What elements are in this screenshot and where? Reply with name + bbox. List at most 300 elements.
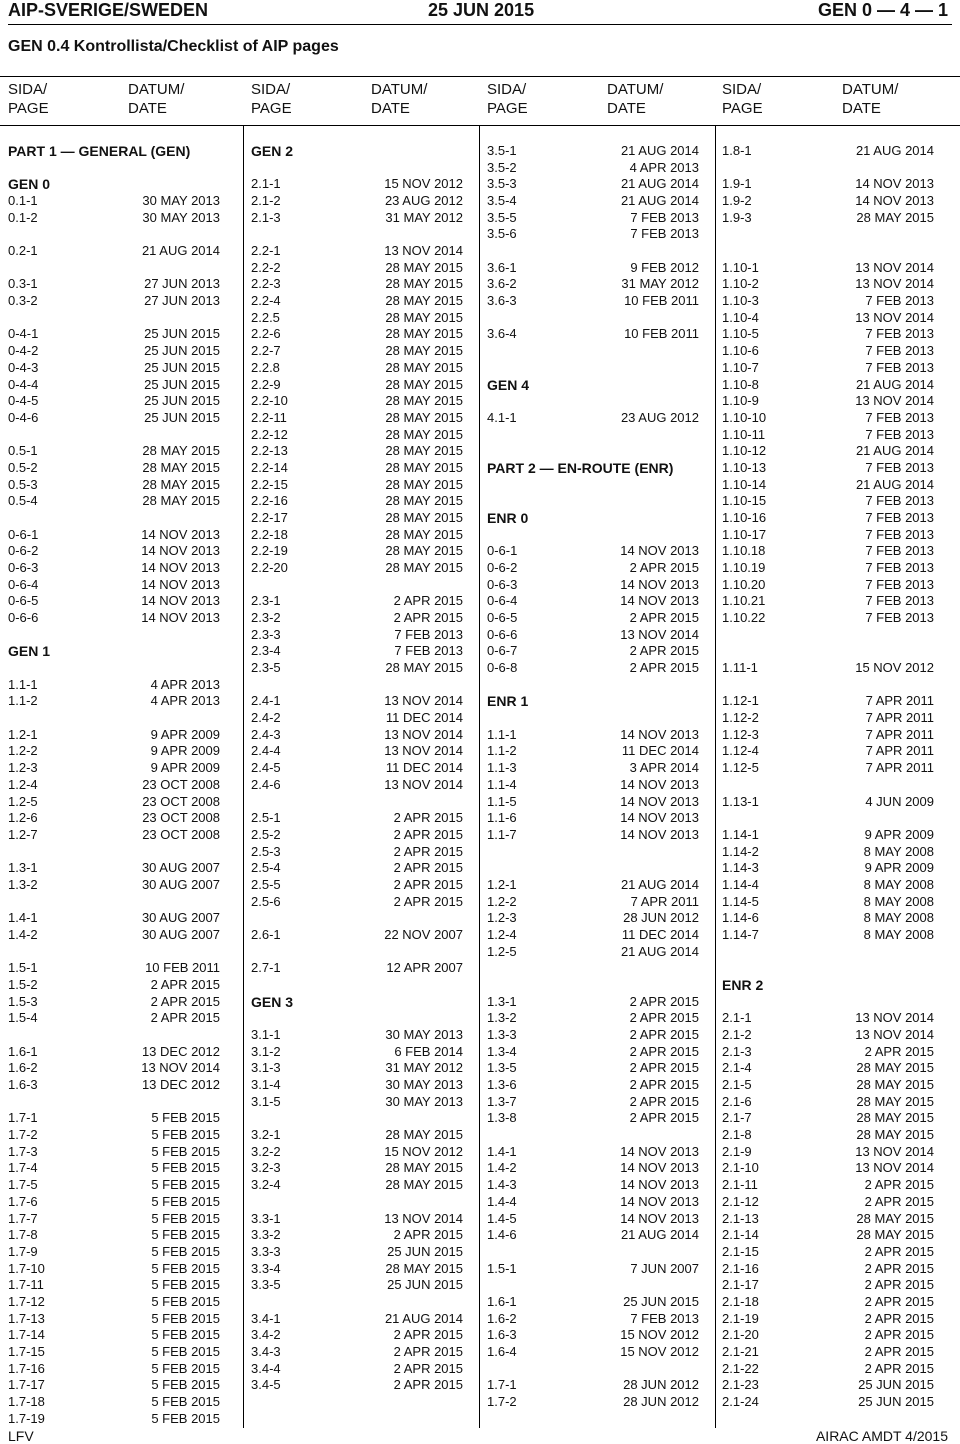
page-date: 25 JUN 2015 [144, 409, 220, 425]
page-date: 14 NOV 2013 [141, 610, 220, 626]
page-number: 1.2-2 [487, 893, 517, 909]
page-date: 13 DEC 2012 [141, 1077, 220, 1093]
page-date: 31 MAY 2012 [621, 276, 699, 292]
page-date: 9 APR 2009 [150, 760, 220, 776]
page-date: 7 FEB 2013 [865, 493, 934, 509]
page-number: 1.2-3 [487, 910, 517, 926]
section-heading: PART 2 — EN-ROUTE (ENR) [487, 459, 674, 476]
page-date: 2 APR 2015 [393, 593, 463, 609]
page-date: 7 FEB 2013 [865, 409, 934, 425]
page-date: 21 AUG 2014 [620, 176, 699, 192]
page-date: 28 MAY 2015 [142, 443, 220, 459]
page-number: 2.7-1 [251, 960, 281, 976]
page-date: 10 FEB 2011 [624, 293, 699, 309]
page-number: 2.1-16 [722, 1260, 759, 1276]
page-date: 13 NOV 2014 [855, 1160, 934, 1176]
page-date: 15 NOV 2012 [384, 1143, 463, 1159]
page-number: 1.7-19 [8, 1410, 45, 1426]
date-header-label [607, 80, 663, 118]
page-number: 1.3-5 [487, 1060, 517, 1076]
page-number: 0.3-1 [8, 276, 38, 292]
page-date: 7 FEB 2013 [865, 576, 934, 592]
page-date: 28 MAY 2015 [385, 293, 463, 309]
page-number: 1.14-4 [722, 876, 759, 892]
page-date: 25 JUN 2015 [858, 1377, 934, 1393]
page-number: 1.7-2 [8, 1127, 38, 1143]
page-number: 1.4-1 [487, 1143, 517, 1159]
page-date: 13 NOV 2014 [384, 243, 463, 259]
page-date: 2 APR 2015 [393, 1377, 463, 1393]
page-date: 7 FEB 2013 [865, 326, 934, 342]
page-number: 3.1-4 [251, 1077, 281, 1093]
page-number: 0-4-1 [8, 326, 39, 342]
page-number: 2.1-7 [722, 1110, 752, 1126]
page-date: 2 APR 2015 [150, 993, 220, 1009]
page-date: 2 APR 2015 [393, 1227, 463, 1243]
page-date: 3 APR 2014 [629, 760, 699, 776]
page-date: 28 MAY 2015 [142, 476, 220, 492]
page-date: 13 NOV 2014 [855, 1143, 934, 1159]
page-number: 1.2-5 [487, 943, 517, 959]
page-date: 28 MAY 2015 [385, 1260, 463, 1276]
page-number: 1.14-3 [722, 860, 759, 876]
page-number: 1.7-18 [8, 1394, 45, 1409]
page-date: 5 FEB 2015 [151, 1193, 220, 1209]
header-line: DATUM/ [842, 81, 899, 98]
page-number: 0-6-4 [8, 576, 39, 592]
page-number: 2.2.8 [251, 359, 280, 375]
column-divider [243, 126, 244, 1428]
page-number: 1.10-6 [722, 343, 759, 359]
header-line: PAGE [722, 100, 763, 117]
page-number: 2.1-1 [251, 176, 281, 192]
page-date: 13 NOV 2014 [384, 1210, 463, 1226]
page-number: 2.1-6 [722, 1093, 752, 1109]
page-number: 1.10-14 [722, 476, 767, 492]
page-date: 7 APR 2011 [865, 743, 934, 759]
page-number: 1.3-8 [487, 1110, 517, 1126]
page-date: 28 MAY 2015 [385, 276, 463, 292]
page-date: 21 AUG 2014 [620, 1227, 699, 1243]
page-date: 14 NOV 2013 [855, 193, 934, 209]
page-number: 1.10.20 [722, 576, 766, 592]
page-date: 30 MAY 2013 [142, 193, 220, 209]
page-date: 6 FEB 2014 [394, 1043, 463, 1059]
header-line: DATE [371, 100, 410, 117]
page-date: 5 FEB 2015 [151, 1377, 220, 1393]
page-number: 1.6-2 [8, 1060, 38, 1076]
page-date: 5 FEB 2015 [151, 1327, 220, 1343]
page-number: 2.1-3 [251, 209, 281, 225]
section-heading: GEN 0 [8, 176, 51, 193]
page-number: 2.2.5 [251, 309, 280, 325]
page-date: 11 DEC 2014 [621, 743, 699, 759]
page-number: 0-6-2 [487, 560, 518, 575]
page-number: 1.5-4 [8, 1010, 38, 1026]
page-date: 28 MAY 2015 [385, 376, 463, 392]
page-date: 27 JUN 2013 [144, 293, 220, 309]
footer-right: AIRAC AMDT 4/2015 [815, 1428, 948, 1444]
page-number: 1.13-1 [722, 793, 759, 809]
page-number: 1.7-3 [8, 1143, 38, 1159]
page-date: 14 NOV 2013 [620, 576, 699, 592]
page-date: 25 JUN 2015 [387, 1277, 463, 1293]
page-date: 9 APR 2009 [150, 726, 220, 742]
page-date: 13 NOV 2014 [141, 1060, 220, 1076]
page-date: 13 NOV 2014 [855, 259, 934, 275]
page-number: 2.2-1 [251, 243, 281, 259]
page-header-label [8, 80, 49, 118]
page-number: 2.1-24 [722, 1394, 759, 1409]
page-number: 1.14-5 [722, 893, 759, 909]
page-number: 2.2-11 [251, 409, 287, 425]
section-heading: ENR 1 [487, 693, 529, 710]
page-date: 5 FEB 2015 [151, 1143, 220, 1159]
page-date: 2 APR 2015 [393, 610, 463, 626]
page-date: 30 AUG 2007 [141, 926, 220, 942]
page-number: 2.2-10 [251, 393, 288, 409]
page-number: 1.9-1 [722, 176, 752, 192]
page-date: 7 FEB 2013 [630, 209, 699, 225]
page-number: 3.2-2 [251, 1143, 281, 1159]
page-number: 2.2-6 [251, 326, 281, 342]
page-date: 11 DEC 2014 [385, 760, 463, 776]
page-date: 28 MAY 2015 [856, 1093, 934, 1109]
page-number: 1.3-1 [487, 993, 517, 1009]
page-date: 23 AUG 2012 [620, 409, 699, 425]
page-date: 15 NOV 2012 [620, 1327, 699, 1343]
page-date: 13 NOV 2014 [855, 393, 934, 409]
page-number: 1.12-2 [722, 710, 759, 726]
page-date: 28 MAY 2015 [385, 476, 463, 492]
page-date: 13 NOV 2014 [620, 626, 699, 642]
page-number: 1.10.18 [722, 543, 766, 559]
page-date: 8 MAY 2008 [863, 876, 934, 892]
page-number: 1.6-1 [487, 1293, 517, 1309]
page-date: 5 FEB 2015 [151, 1243, 220, 1259]
page-date: 2 APR 2015 [393, 860, 463, 876]
page-number: 2.1-13 [722, 1210, 759, 1226]
header-line: DATUM/ [607, 81, 664, 98]
page-number: 2.1-11 [722, 1177, 758, 1193]
section-heading: GEN 1 [8, 643, 51, 660]
page-date: 14 NOV 2013 [620, 776, 699, 792]
page-number: 2.1-9 [722, 1143, 752, 1159]
page-date: 30 AUG 2007 [141, 876, 220, 892]
header-line: DATE [842, 100, 881, 117]
table-top-rule [0, 76, 960, 77]
page-header-label [722, 80, 763, 118]
page-date: 25 JUN 2015 [144, 343, 220, 359]
section-heading: GEN 3 [251, 993, 294, 1010]
page-date: 5 FEB 2015 [151, 1343, 220, 1359]
page-date: 14 NOV 2013 [620, 593, 699, 609]
page-date: 25 JUN 2015 [144, 359, 220, 375]
page-number: 3.4-3 [251, 1343, 281, 1359]
page-number: 2.1-3 [722, 1043, 752, 1059]
page-date: 5 FEB 2015 [151, 1160, 220, 1176]
page-number: 1.2-3 [8, 760, 38, 776]
page-title: GEN 0.4 Kontrollista/Checklist of AIP pages [8, 38, 339, 55]
page-date: 28 MAY 2015 [856, 209, 934, 225]
page-date: 14 NOV 2013 [620, 1193, 699, 1209]
page-number: 1.6-2 [487, 1310, 517, 1326]
page-date: 28 MAY 2015 [856, 1060, 934, 1076]
page-number: 2.3-2 [251, 610, 281, 626]
page-date: 4 APR 2013 [150, 676, 220, 692]
page-number: 3.1-2 [251, 1043, 281, 1059]
page-number: 3.6-4 [487, 326, 517, 342]
page-date: 13 DEC 2012 [141, 1043, 220, 1059]
page-number: 1.1-1 [487, 726, 517, 742]
page-date: 4 APR 2013 [629, 159, 699, 175]
section-heading: ENR 0 [487, 509, 529, 526]
page-date: 7 FEB 2013 [865, 293, 934, 309]
page-date: 25 JUN 2015 [387, 1243, 463, 1259]
page-number: 3.2-1 [251, 1127, 281, 1143]
page-number: 1.2-7 [8, 826, 38, 842]
page-number: 1.14-1 [722, 826, 759, 842]
page-number: 1.10-9 [722, 393, 759, 409]
page-date: 2 APR 2015 [864, 1193, 934, 1209]
page-number: 2.1-1 [722, 1010, 752, 1026]
page-date: 21 AUG 2014 [620, 193, 699, 209]
page-number: 2.1-2 [251, 193, 281, 209]
page-date: 15 NOV 2012 [384, 176, 463, 192]
page-number: 1.12-4 [722, 743, 759, 759]
page-number: 2.2-3 [251, 276, 281, 292]
page-date: 23 OCT 2008 [142, 826, 220, 842]
page-date: 7 FEB 2013 [865, 426, 934, 442]
page-date: 2 APR 2015 [150, 1010, 220, 1026]
page-number: 2.2-18 [251, 526, 288, 542]
page-date: 2 APR 2015 [629, 1077, 699, 1093]
page-date: 4 JUN 2009 [865, 793, 934, 809]
page-number: 3.5-4 [487, 193, 517, 209]
page-date: 5 FEB 2015 [151, 1210, 220, 1226]
page-number: 1.1-2 [487, 743, 517, 759]
page-number: 1.8-1 [722, 143, 752, 158]
page-date: 2 APR 2015 [629, 1060, 699, 1076]
page-date: 5 FEB 2015 [151, 1227, 220, 1243]
page-number: 2.1-23 [722, 1377, 759, 1393]
page-number: 2.2-16 [251, 493, 288, 509]
page-date: 7 FEB 2013 [394, 643, 463, 659]
page-date: 9 APR 2009 [150, 743, 220, 759]
page-number: 3.2-4 [251, 1177, 281, 1193]
page-date: 9 FEB 2012 [630, 259, 699, 275]
page-number: 3.5-5 [487, 209, 517, 225]
page-date: 28 MAY 2015 [385, 1127, 463, 1143]
page-date: 7 FEB 2013 [865, 560, 934, 575]
page-date: 2 APR 2015 [629, 560, 699, 575]
page-date: 31 MAY 2012 [385, 1060, 463, 1076]
header-line: PAGE [8, 100, 49, 117]
page-number: 3.6-2 [487, 276, 517, 292]
page-number: 3.4-1 [251, 1310, 281, 1326]
page-date: 28 MAY 2015 [142, 493, 220, 509]
page-number: 2.1-14 [722, 1227, 759, 1243]
page-date: 2 APR 2015 [393, 876, 463, 892]
page-number: 1.2-1 [487, 876, 517, 892]
page-date: 14 NOV 2013 [141, 576, 220, 592]
header-line: SIDA/ [251, 81, 291, 98]
page-date: 28 MAY 2015 [385, 526, 463, 542]
page-number: 2.5-6 [251, 893, 281, 909]
page-date: 13 NOV 2014 [384, 726, 463, 742]
header-left: AIP-SVERIGE/SWEDEN [8, 0, 209, 20]
page-number: 0.1-2 [8, 209, 38, 225]
page-number: 0.2-1 [8, 243, 38, 259]
page-number: 3.4-5 [251, 1377, 281, 1393]
page-number: 1.4-2 [487, 1160, 517, 1176]
page-number: 0-6-5 [8, 593, 39, 609]
page-number: 1.7-1 [8, 1110, 38, 1126]
page-number: 1.2-6 [8, 810, 38, 826]
page-date: 8 MAY 2008 [863, 910, 934, 926]
page-date: 28 MAY 2015 [385, 359, 463, 375]
page-number: 1.4-1 [8, 910, 38, 926]
page-number: 2.2-14 [251, 459, 288, 475]
page-date: 7 FEB 2013 [865, 359, 934, 375]
section-heading: GEN 2 [251, 143, 294, 159]
page-header [8, 0, 948, 22]
header-line: DATUM/ [371, 81, 428, 98]
page-date: 14 NOV 2013 [620, 1210, 699, 1226]
page-date: 21 AUG 2014 [620, 876, 699, 892]
page-number: 1.7-8 [8, 1227, 38, 1243]
page-number: 1.10-2 [722, 276, 759, 292]
page-date: 7 APR 2011 [865, 760, 934, 776]
header-line: SIDA/ [722, 81, 762, 98]
page-date: 14 NOV 2013 [620, 793, 699, 809]
page-date: 5 FEB 2015 [151, 1260, 220, 1276]
page-date: 30 MAY 2013 [385, 1077, 463, 1093]
page-number: 1.10-12 [722, 443, 767, 459]
page-date: 12 APR 2007 [386, 960, 463, 976]
page-number: 3.1-1 [251, 1027, 281, 1043]
page-date: 21 AUG 2014 [855, 476, 934, 492]
page-date: 28 MAY 2015 [385, 326, 463, 342]
page-date: 2 APR 2015 [393, 810, 463, 826]
page-date: 28 MAY 2015 [385, 1177, 463, 1193]
page-date: 13 NOV 2014 [384, 776, 463, 792]
page-number: 2.1-18 [722, 1293, 759, 1309]
page-date: 2 APR 2015 [864, 1293, 934, 1309]
page-date: 8 MAY 2008 [863, 843, 934, 859]
page-date: 14 NOV 2013 [141, 526, 220, 542]
page-number: 2.5-3 [251, 843, 281, 859]
page-number: 1.3-3 [487, 1027, 517, 1043]
page-date: 28 MAY 2015 [142, 459, 220, 475]
page-number: 1.9-2 [722, 193, 752, 209]
header-line: PAGE [487, 100, 528, 117]
page-number: 2.1-4 [722, 1060, 752, 1076]
header-line: PAGE [251, 100, 292, 117]
page-number: 0-4-6 [8, 409, 39, 425]
page-number: 1.12-3 [722, 726, 759, 742]
page-number: 1.6-3 [8, 1077, 38, 1093]
page-date: 28 MAY 2015 [856, 1110, 934, 1126]
page-number: 1.10.22 [722, 610, 766, 626]
page-number: 2.5-1 [251, 810, 281, 826]
page-date: 28 MAY 2015 [385, 309, 463, 325]
page-number: 0-6-3 [487, 576, 518, 592]
page-number: 1.10-16 [722, 509, 767, 525]
page-date: 11 DEC 2014 [621, 926, 699, 942]
page-date: 28 MAY 2015 [385, 459, 463, 475]
page-number: 2.2-20 [251, 560, 288, 575]
page-date: 21 AUG 2014 [855, 143, 934, 158]
page-number: 1.10-10 [722, 409, 767, 425]
page-number: 2.2-4 [251, 293, 281, 309]
page-number: 1.10-8 [722, 376, 759, 392]
page-number: 2.2-13 [251, 443, 288, 459]
page-date: 14 NOV 2013 [620, 810, 699, 826]
page-date: 7 FEB 2013 [630, 226, 699, 242]
page-date: 8 MAY 2008 [863, 926, 934, 942]
page-number: 1.7-1 [487, 1377, 517, 1393]
page-date: 7 FEB 2013 [865, 459, 934, 475]
page-date: 5 FEB 2015 [151, 1177, 220, 1193]
page-date: 2 APR 2015 [864, 1310, 934, 1326]
page-number: 2.6-1 [251, 926, 281, 942]
page-number: 2.2-17 [251, 509, 288, 525]
page-date: 28 MAY 2015 [385, 543, 463, 559]
page-number: 0-4-2 [8, 343, 39, 359]
page-date: 27 JUN 2013 [144, 276, 220, 292]
page-number: 2.3-1 [251, 593, 281, 609]
page-number: 2.4-1 [251, 693, 281, 709]
page-date: 28 MAY 2015 [385, 509, 463, 525]
page-number: 1.7-15 [8, 1343, 45, 1359]
page-number: 0-6-1 [8, 526, 39, 542]
page-number: 1.7-4 [8, 1160, 38, 1176]
page-date: 14 NOV 2013 [620, 726, 699, 742]
page-date: 2 APR 2015 [150, 977, 220, 992]
page-number: 1.5-3 [8, 993, 38, 1009]
page-number: 1.11-1 [722, 660, 758, 676]
header-line: DATUM/ [128, 81, 185, 98]
page-date: 21 AUG 2014 [855, 376, 934, 392]
page-date: 28 MAY 2015 [385, 1160, 463, 1176]
page-number: 1.3-2 [8, 876, 38, 892]
page-date: 4 APR 2013 [150, 693, 220, 709]
page-number: 1.7-7 [8, 1210, 38, 1226]
page-date: 30 AUG 2007 [141, 910, 220, 926]
page-number: 1.10-15 [722, 493, 767, 509]
page-date: 13 NOV 2014 [384, 693, 463, 709]
page-number: 1.3-2 [487, 1010, 517, 1026]
page-date: 15 NOV 2012 [620, 1343, 699, 1359]
page-date: 11 DEC 2014 [385, 710, 463, 726]
page-date: 14 NOV 2013 [141, 560, 220, 575]
page-date: 28 MAY 2015 [385, 343, 463, 359]
page-number: 1.4-4 [487, 1193, 517, 1209]
page-number: 1.10-3 [722, 293, 759, 309]
page-number: 3.5-6 [487, 226, 517, 242]
page-date: 28 MAY 2015 [385, 259, 463, 275]
page-number: 2.1-5 [722, 1077, 752, 1093]
page-number: 2.1-10 [722, 1160, 759, 1176]
page-number: 2.3-3 [251, 626, 281, 642]
page-number: 2.4-5 [251, 760, 281, 776]
page-number: 2.2-9 [251, 376, 281, 392]
page-date: 25 JUN 2015 [623, 1293, 699, 1309]
page-number: 2.1-8 [722, 1127, 752, 1143]
page-number: 1.7-12 [8, 1293, 45, 1309]
page-date: 28 MAY 2015 [856, 1210, 934, 1226]
